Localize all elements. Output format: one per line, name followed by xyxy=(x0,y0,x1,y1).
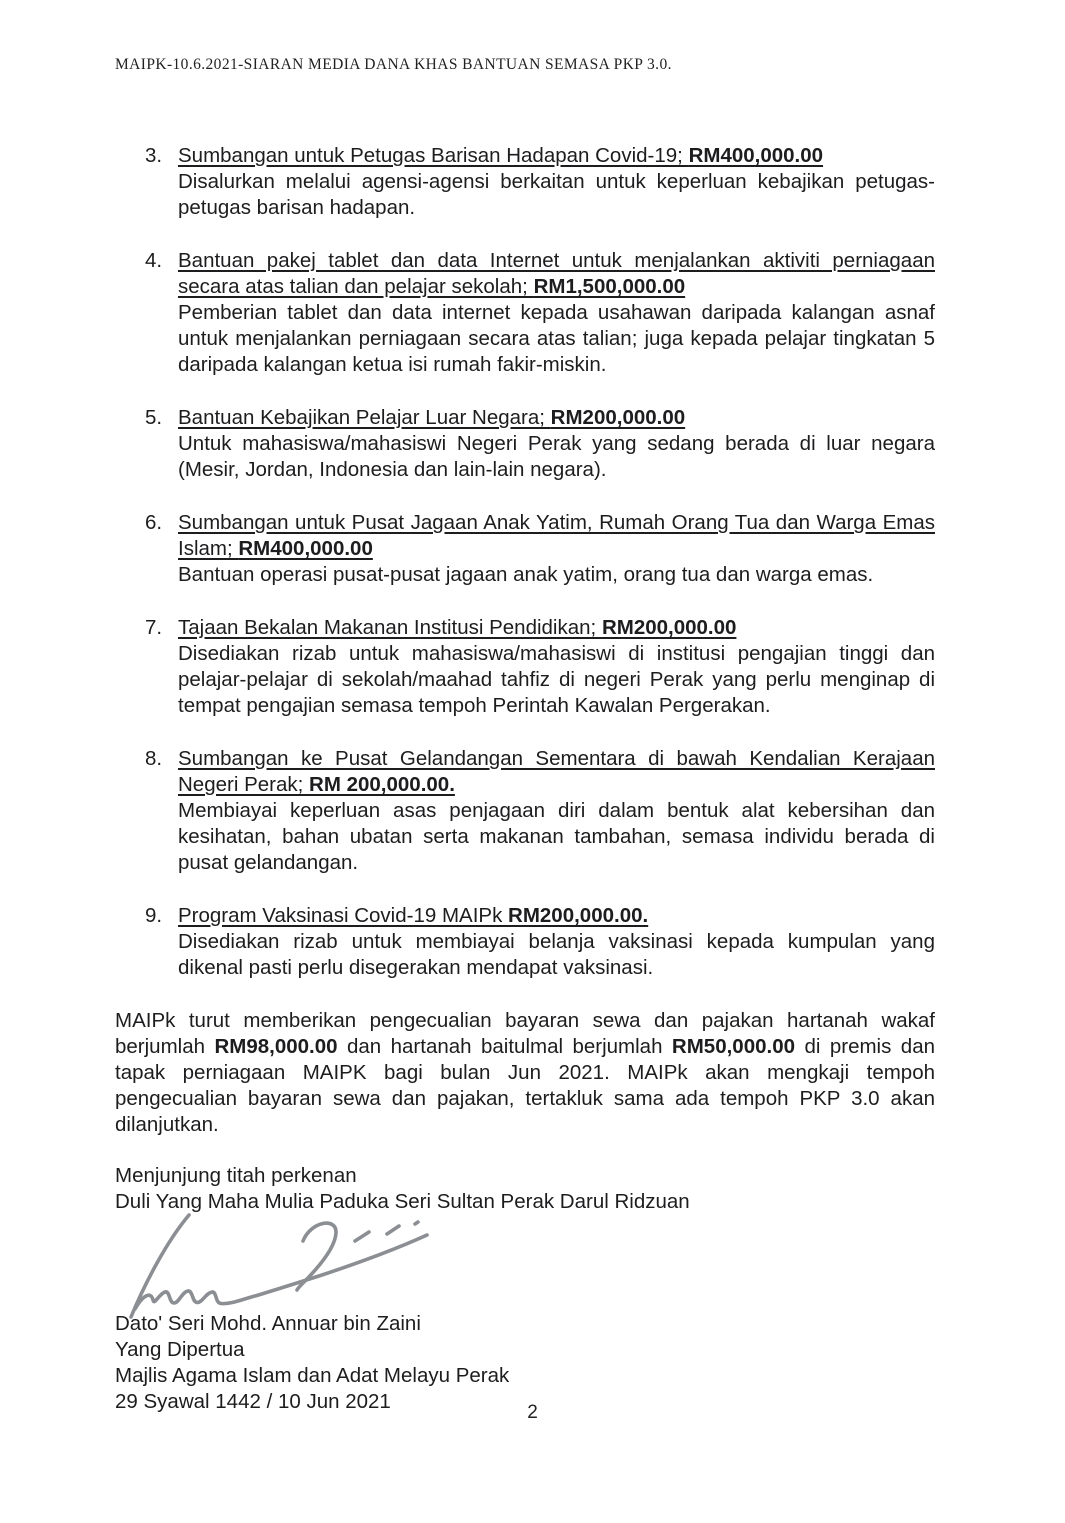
signatory-title: Yang Dipertua xyxy=(115,1338,245,1361)
signatory-date: 29 Syawal 1442 / 10 Jun 2021 xyxy=(115,1390,391,1413)
item-heading xyxy=(178,903,935,929)
closing-text: MAIPk turut memberikan pengecualian bayaran sewa dan pajakan hartanah wakaf berjumlah xyxy=(115,1009,935,1058)
item-heading-text: Bantuan pakej tablet dan data Internet untuk menjalankan aktiviti perniagaan secara atas talian dan pelajar sekolah; xyxy=(178,249,935,298)
signatory-name: Dato' Seri Mohd. Annuar bin Zaini xyxy=(115,1312,421,1335)
closing-amount-wakaf: RM98,000.00 xyxy=(214,1035,338,1058)
salutation-line-2: Duli Yang Maha Mulia Paduka Seri Sultan Perak Darul Ridzuan xyxy=(115,1190,690,1213)
list-item xyxy=(145,405,935,483)
signature-area xyxy=(115,1215,935,1311)
item-heading-text: Program Vaksinasi Covid-19 MAIPk xyxy=(178,904,509,927)
closing-text: dan hartanah baitulmal berjumlah xyxy=(337,1035,672,1058)
signature-icon xyxy=(107,1211,457,1323)
item-body: Untuk mahasiswa/mahasiswi Negeri Perak yang sedang berada di luar negara (Mesir, Jordan, Indonesia dan lain-lain negara). xyxy=(178,432,935,481)
closing-paragraph xyxy=(115,1008,935,1138)
item-heading xyxy=(178,510,935,562)
item-number: 7. xyxy=(145,616,163,639)
list-item xyxy=(145,615,935,719)
item-heading xyxy=(178,615,935,641)
document-header-title: MAIPK-10.6.2021-SIARAN MEDIA DANA KHAS BANTUAN SEMASA PKP 3.0. xyxy=(115,56,672,73)
document-content xyxy=(115,143,935,1415)
item-number: 9. xyxy=(145,904,163,927)
item-amount: RM200,000.00 xyxy=(550,406,686,429)
item-amount: RM 200,000.00. xyxy=(309,773,455,796)
salutation-line-1: Menjunjung titah perkenan xyxy=(115,1164,357,1187)
item-body: Disediakan rizab untuk mahasiswa/mahasiswi di institusi pengajian tinggi dan pelajar-pelajar di sekolah/maahad tahfiz di negeri Perak yang perlu menginap di tempat pengajian semasa tempoh Perintah Kawalan Pergerakan. xyxy=(178,642,935,717)
list-item xyxy=(145,143,935,221)
item-heading xyxy=(178,248,935,300)
item-body: Disediakan rizab untuk membiayai belanja vaksinasi kepada kumpulan yang dikenal pasti perlu disegerakan mendapat vaksinasi. xyxy=(178,930,935,979)
numbered-item-list xyxy=(145,143,935,981)
item-heading-text: Tajaan Bekalan Makanan Institusi Pendidikan; xyxy=(178,616,602,639)
list-item xyxy=(145,903,935,981)
item-heading-text: Sumbangan untuk Pusat Jagaan Anak Yatim, Rumah Orang Tua dan Warga Emas Islam; xyxy=(178,511,935,560)
item-body: Membiayai keperluan asas penjagaan diri dalam bentuk alat kebersihan dan kesihatan, bahan ubatan serta makanan tambahan, semasa individu berada di pusat gelandangan. xyxy=(178,799,935,874)
item-number: 5. xyxy=(145,406,163,429)
item-body: Pemberian tablet dan data internet kepada usahawan daripada kalangan asnaf untuk menjalankan perniagaan secara atas talian; juga kepada pelajar tingkatan 5 daripada kalangan ketua isi rumah fakir-miskin. xyxy=(178,301,935,376)
list-item xyxy=(145,510,935,588)
item-heading-text: Sumbangan untuk Petugas Barisan Hadapan Covid-19; xyxy=(178,144,689,167)
closing-amount-baitulmal: RM50,000.00 xyxy=(671,1035,796,1058)
item-body: Bantuan operasi pusat-pusat jagaan anak yatim, orang tua dan warga emas. xyxy=(178,563,874,586)
item-heading-text: Bantuan Kebajikan Pelajar Luar Negara; xyxy=(178,406,551,429)
list-item xyxy=(145,746,935,876)
item-heading xyxy=(178,143,935,169)
item-amount: RM1,500,000.00 xyxy=(533,275,686,298)
item-heading xyxy=(178,405,935,431)
item-number: 6. xyxy=(145,511,163,534)
item-amount: RM200,000.00 xyxy=(601,616,737,639)
item-amount: RM400,000.00 xyxy=(688,144,824,167)
signatory-block xyxy=(115,1311,935,1415)
page-number: 2 xyxy=(527,1402,538,1423)
item-number: 3. xyxy=(145,144,163,167)
item-body: Disalurkan melalui agensi-agensi berkaitan untuk keperluan kebajikan petugas-petugas barisan hadapan. xyxy=(178,170,935,219)
item-heading-text: Sumbangan ke Pusat Gelandangan Sementara di bawah Kendalian Kerajaan Negeri Perak; xyxy=(178,747,935,796)
signatory-organization: Majlis Agama Islam dan Adat Melayu Perak xyxy=(115,1364,510,1387)
item-amount: RM200,000.00. xyxy=(508,904,649,927)
closing-text: di premis dan tapak perniagaan MAIPK bagi bulan Jun 2021. MAIPk akan mengkaji tempoh pengecualian bayaran sewa dan pajakan, tertakluk sama ada tempoh PKP 3.0 akan dilanjutkan. xyxy=(115,1035,935,1136)
list-item xyxy=(145,248,935,378)
item-number: 4. xyxy=(145,249,163,272)
item-heading xyxy=(178,746,935,798)
item-amount: RM400,000.00 xyxy=(238,537,373,560)
salutation xyxy=(115,1163,935,1215)
item-number: 8. xyxy=(145,747,163,770)
